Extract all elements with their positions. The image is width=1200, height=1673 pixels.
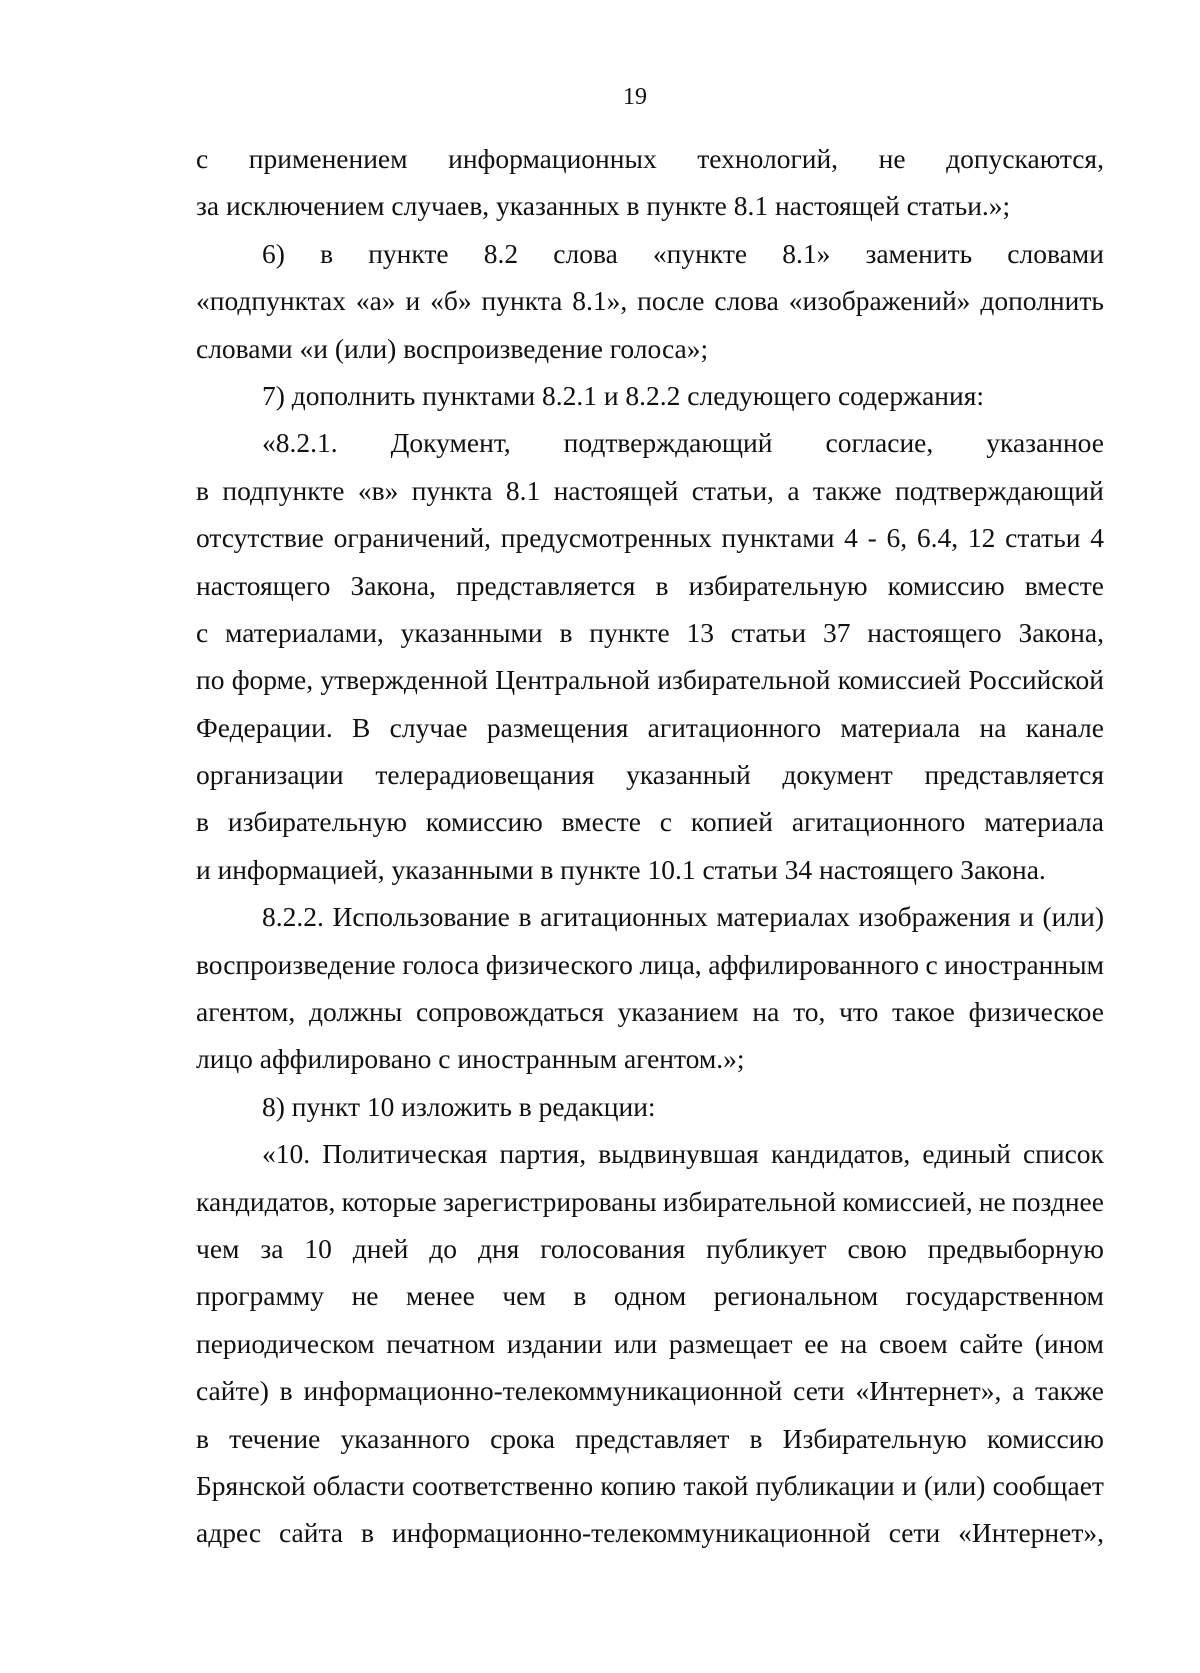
- word: пунктами: [721, 522, 835, 554]
- word: пункта: [411, 474, 493, 506]
- word: (или): [1042, 901, 1104, 933]
- word: программу: [196, 1280, 325, 1312]
- word: в: [749, 1422, 763, 1454]
- word: слова: [553, 237, 618, 269]
- word: с: [196, 616, 209, 648]
- word: единый: [922, 1138, 1011, 1170]
- word: и: [405, 285, 421, 317]
- word: настоящего: [196, 569, 331, 601]
- word: материалами,: [225, 616, 384, 648]
- word: с: [196, 143, 209, 174]
- word: сайте): [196, 1375, 269, 1407]
- word: сопровождаться: [415, 996, 604, 1028]
- word: чем: [502, 1280, 546, 1312]
- word: подпункте: [222, 474, 345, 506]
- word: избирательной: [657, 664, 831, 696]
- word: не: [978, 1185, 1006, 1217]
- word: голосования: [540, 1232, 686, 1264]
- word: и: [1019, 901, 1034, 933]
- word: что: [839, 996, 879, 1028]
- word: одном: [613, 1280, 687, 1312]
- word: указанное: [986, 427, 1104, 459]
- word: указанными: [400, 616, 543, 648]
- word: словами: [1007, 237, 1104, 269]
- text-line: [196, 1178, 1104, 1225]
- text-line: [196, 135, 1104, 182]
- word: за: [260, 1232, 284, 1264]
- word: своем: [878, 1327, 948, 1359]
- word: дня: [477, 1232, 520, 1264]
- word: (ином: [1034, 1327, 1104, 1359]
- word: информационно-телекоммуникационной: [391, 1517, 871, 1549]
- word: -: [867, 522, 877, 554]
- word: предусмотренных: [500, 522, 712, 554]
- text-line: и информацией, указанными в пункте 10.1 статьи 34 настоящего Закона.: [196, 853, 1046, 885]
- word: ограничений,: [333, 522, 492, 554]
- word: организации: [196, 759, 344, 791]
- word: материала: [840, 711, 961, 743]
- word: «Интернет»,: [855, 1375, 1002, 1407]
- word: сайте: [959, 1327, 1024, 1359]
- word: региональном: [713, 1280, 879, 1312]
- word: лица,: [639, 948, 702, 980]
- word: изображения: [858, 901, 1011, 933]
- word: выдвинувшая: [598, 1138, 759, 1170]
- text-line: [196, 1225, 1104, 1272]
- word: не: [351, 1280, 379, 1312]
- word: 8.1: [505, 474, 541, 506]
- word: печатном: [386, 1327, 496, 1359]
- word: представляет: [575, 1422, 730, 1454]
- word: 13: [686, 616, 714, 648]
- word: публикации: [755, 1469, 895, 1501]
- word: физического: [485, 948, 633, 980]
- text-line: [196, 656, 1104, 703]
- word: сети: [888, 1517, 941, 1549]
- word: случае: [389, 711, 468, 743]
- word: избирательной: [662, 1185, 837, 1217]
- word: дополнить: [980, 285, 1104, 317]
- word: в: [196, 1422, 209, 1454]
- word: Брянской: [196, 1469, 306, 1501]
- word: избирательную: [688, 569, 868, 601]
- word: «8.2.1.: [262, 427, 338, 459]
- word: 6): [262, 237, 285, 269]
- word: на: [979, 711, 1007, 743]
- word: Документ,: [390, 427, 511, 459]
- word: указанный: [626, 759, 751, 791]
- word: комиссию: [887, 569, 1005, 601]
- word: вместе: [561, 806, 641, 838]
- word: на: [840, 1327, 868, 1359]
- word: телерадиовещания: [375, 759, 595, 791]
- word: зарегистрированы: [443, 1185, 657, 1217]
- word: отсутствие: [196, 522, 324, 554]
- document-body: [196, 135, 1104, 1557]
- word: допускаются,: [946, 143, 1104, 174]
- word: 6.4,: [916, 522, 959, 554]
- word: 8.2.2.: [262, 901, 324, 933]
- word: 4: [844, 522, 858, 554]
- word: Политическая: [322, 1138, 488, 1170]
- word: Избирательную: [782, 1422, 967, 1454]
- word: «10.: [262, 1138, 311, 1170]
- word: в: [360, 1517, 374, 1549]
- text-line: [196, 988, 1104, 1035]
- word: не: [878, 143, 906, 174]
- word: Российской: [968, 664, 1104, 696]
- word: чем: [196, 1232, 240, 1264]
- word: слова: [714, 285, 779, 317]
- word: указанного: [340, 1422, 470, 1454]
- word: представляется: [924, 759, 1104, 791]
- word: копию: [600, 1469, 677, 1501]
- word: подтверждающий: [563, 427, 773, 459]
- word: кандидатов,: [770, 1138, 911, 1170]
- word: «Интернет»,: [958, 1517, 1104, 1549]
- text-line: [196, 751, 1104, 798]
- word: в: [196, 474, 209, 506]
- word: кандидатов,: [196, 1185, 336, 1217]
- word: комиссию: [425, 806, 543, 838]
- word: «изображений»: [788, 285, 971, 317]
- word: также: [812, 474, 882, 506]
- word: «в»: [357, 474, 399, 506]
- word: согласие,: [825, 427, 934, 459]
- word: или: [614, 1327, 658, 1359]
- word: такое: [892, 996, 955, 1028]
- word: применением: [248, 143, 408, 174]
- word: а: [1012, 1375, 1025, 1407]
- word: материалах: [716, 901, 850, 933]
- word: список: [1022, 1138, 1104, 1170]
- word: материала: [984, 806, 1104, 838]
- word: в: [559, 616, 573, 648]
- text-line: за исключением случаев, указанных в пункте 8.1 настоящей статьи.»;: [196, 190, 1011, 222]
- text-line: [196, 1509, 1104, 1556]
- text-line: лицо аффилировано с иностранным агентом.»;: [196, 1043, 745, 1075]
- word: подтверждающий: [895, 474, 1104, 506]
- text-line: [196, 1415, 1104, 1462]
- text-line: [196, 230, 1104, 277]
- word: срока: [490, 1422, 555, 1454]
- word: в: [573, 1280, 587, 1312]
- word: сообщает: [992, 1469, 1104, 1501]
- word: 4: [1090, 522, 1104, 554]
- word: 8.2: [483, 237, 519, 269]
- word: статьи: [730, 616, 807, 648]
- word: воспроизведение: [196, 948, 396, 980]
- word: партия,: [499, 1138, 587, 1170]
- word: «б»: [430, 285, 472, 317]
- word: иностранным: [944, 948, 1104, 980]
- word: дней: [352, 1232, 409, 1264]
- text-line: [196, 1320, 1104, 1367]
- word: утвержденной: [320, 664, 489, 696]
- word: комиссией,: [842, 1185, 973, 1217]
- word: комиссию: [986, 1422, 1104, 1454]
- word: агитационного: [791, 806, 966, 838]
- word: информационных: [448, 143, 657, 174]
- word: также: [1035, 1375, 1104, 1407]
- word: технологий,: [697, 143, 839, 174]
- text-line: 7) дополнить пунктами 8.2.1 и 8.2.2 следующего содержания:: [262, 379, 984, 411]
- word: В: [352, 711, 371, 743]
- word: документ: [782, 759, 893, 791]
- word: позднее: [1012, 1185, 1104, 1217]
- word: 8.1»: [782, 237, 831, 269]
- word: адрес: [196, 1517, 262, 1549]
- word: Центральной: [495, 664, 651, 696]
- text-line: [196, 893, 1104, 940]
- word: физическое: [968, 996, 1104, 1028]
- text-line: словами «и (или) воспроизведение голоса»;: [196, 332, 709, 364]
- word: менее: [406, 1280, 475, 1312]
- word: соответственно: [411, 1469, 594, 1501]
- word: избирательную: [227, 806, 407, 838]
- word: с: [925, 948, 938, 980]
- word: сайта: [278, 1517, 344, 1549]
- word: канале: [1025, 711, 1104, 743]
- word: пункте: [368, 237, 449, 269]
- text-line: [196, 514, 1104, 561]
- word: «а»: [355, 285, 396, 317]
- text-line: 8) пункт 10 изложить в редакции:: [262, 1090, 656, 1122]
- word: Закона,: [1018, 616, 1104, 648]
- word: размещения: [486, 711, 629, 743]
- word: сети: [793, 1375, 845, 1407]
- word: а: [787, 474, 800, 506]
- text-line: [196, 798, 1104, 845]
- word: области: [312, 1469, 405, 1501]
- text-line: [196, 1272, 1104, 1319]
- word: указанием: [617, 996, 739, 1028]
- word: (или): [923, 1469, 986, 1501]
- word: на: [752, 996, 780, 1028]
- word: «пункте: [652, 237, 748, 269]
- word: пункте: [589, 616, 670, 648]
- word: копией: [690, 806, 773, 838]
- text-line: [196, 941, 1104, 988]
- word: агентом,: [196, 996, 296, 1028]
- text-line: [196, 419, 1104, 466]
- word: настоящего: [867, 616, 1002, 648]
- text-line: [196, 1367, 1104, 1414]
- word: периодическом: [196, 1327, 375, 1359]
- word: в: [518, 901, 532, 933]
- text-line: [196, 562, 1104, 609]
- word: аффилированного: [708, 948, 919, 980]
- word: которые: [341, 1185, 437, 1217]
- word: голоса: [402, 948, 480, 980]
- text-line: [196, 1462, 1104, 1509]
- page-number: 19: [623, 84, 647, 110]
- text-line: [196, 1130, 1104, 1177]
- word: 6,: [886, 522, 908, 554]
- word: «подпунктах: [196, 285, 346, 317]
- word: статьи: [1005, 522, 1081, 554]
- word: 8.1»,: [572, 285, 628, 317]
- word: форме,: [231, 664, 314, 696]
- word: агитационных: [540, 901, 708, 933]
- word: такой: [683, 1469, 749, 1501]
- text-line: [196, 704, 1104, 751]
- word: в: [279, 1375, 293, 1407]
- word: публикует: [706, 1232, 827, 1264]
- text-line: [196, 609, 1104, 656]
- word: ее: [804, 1327, 829, 1359]
- word: издании: [506, 1327, 603, 1359]
- word: Использование: [332, 901, 510, 933]
- word: течение: [229, 1422, 321, 1454]
- word: предвыборную: [927, 1232, 1104, 1264]
- word: должны: [308, 996, 403, 1028]
- word: в: [655, 569, 669, 601]
- word: статьи,: [691, 474, 774, 506]
- word: заменить: [865, 237, 973, 269]
- word: информационно-телекоммуникационной: [303, 1375, 783, 1407]
- word: комиссией: [837, 664, 962, 696]
- text-line: [196, 467, 1104, 514]
- word: представляется: [455, 569, 636, 601]
- word: Федерации.: [196, 711, 333, 743]
- word: агитационного: [647, 711, 822, 743]
- word: вместе: [1024, 569, 1104, 601]
- word: размещает: [668, 1327, 793, 1359]
- word: государственном: [905, 1280, 1104, 1312]
- word: Закона,: [350, 569, 436, 601]
- word: настоящей: [553, 474, 679, 506]
- word: пункта: [481, 285, 563, 317]
- word: 12: [967, 522, 996, 554]
- word: свою: [847, 1232, 907, 1264]
- word: 37: [822, 616, 851, 648]
- word: 10: [304, 1232, 332, 1264]
- word: в: [320, 237, 334, 269]
- word: после: [637, 285, 705, 317]
- word: и: [901, 1469, 917, 1501]
- text-line: [196, 277, 1104, 324]
- word: то,: [793, 996, 826, 1028]
- word: до: [429, 1232, 458, 1264]
- word: в: [196, 806, 209, 838]
- word: с: [659, 806, 672, 838]
- word: по: [196, 664, 225, 696]
